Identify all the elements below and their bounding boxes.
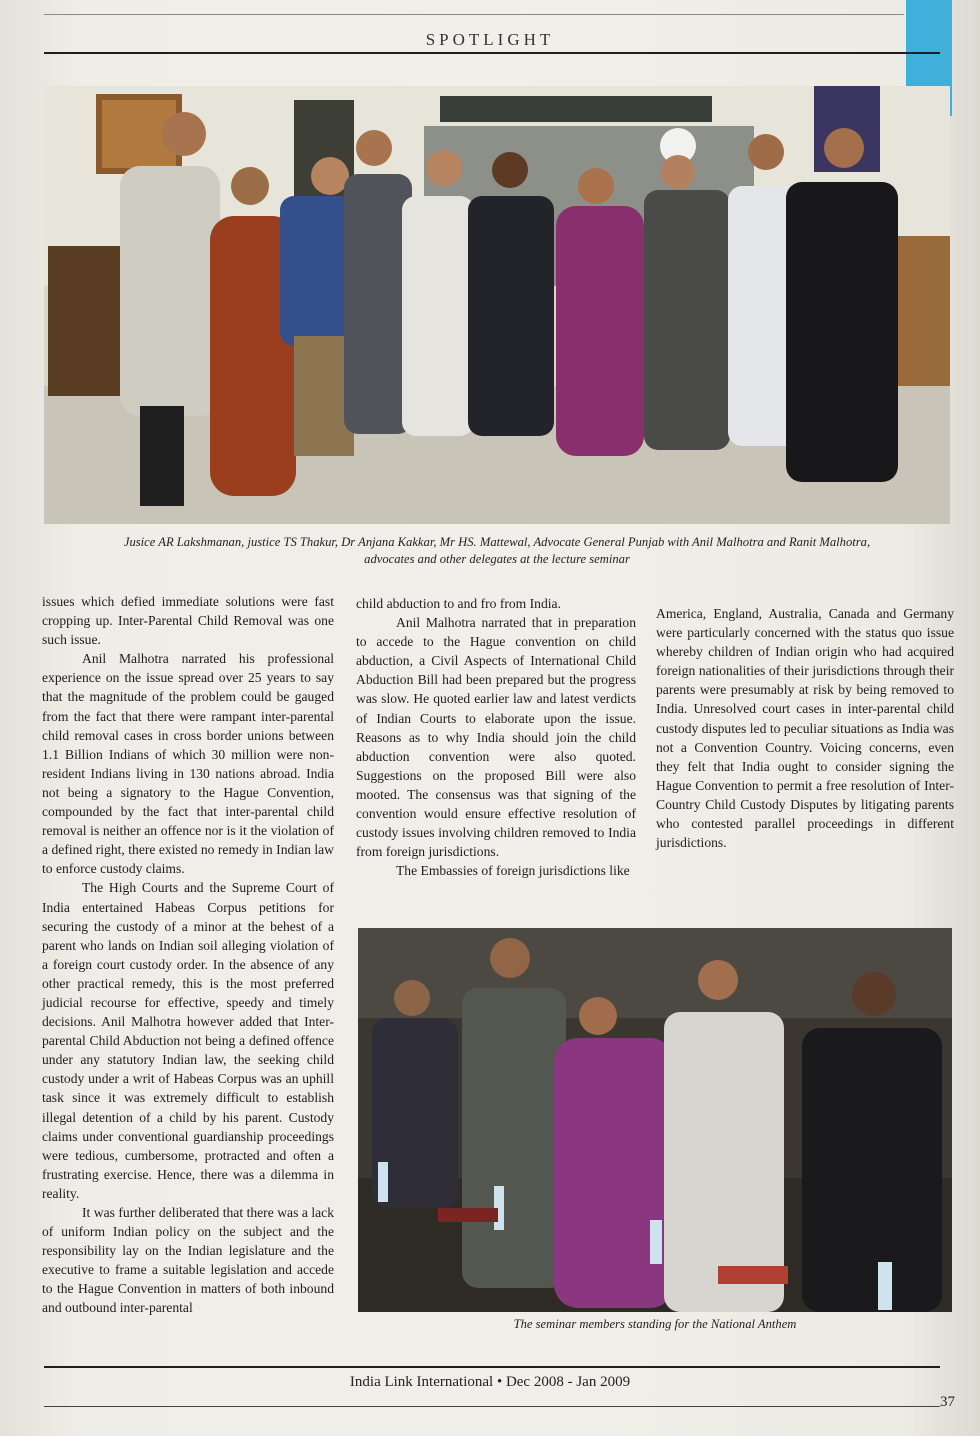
paragraph: Anil Malhotra narrated his professional experience on the issue spread over 25 years to say that the magnitude of the problem could be gauged from the fact that there were rampant inter-parental child removal cases in cross border unions between 1.1 Billion Indians of which 30 million were non-resident Indians living in 130 nations abroad. India not being a signatory to the Hague Convention, compounded by the fact that inter-parental child removal is neither an offence nor is it the violation of a defined right, there existed no remedy in Indian law to enforce custody claims. xyxy=(42,651,334,877)
article-column-3 xyxy=(656,604,954,852)
footer-rule xyxy=(44,1366,940,1368)
header-rule xyxy=(44,52,940,54)
header-faint-rule xyxy=(44,14,904,15)
footer-rule-lower xyxy=(44,1406,940,1407)
section-title: SPOTLIGHT xyxy=(425,30,555,49)
article-column-2 xyxy=(356,594,636,880)
paragraph: The Embassies of foreign jurisdictions like xyxy=(396,863,630,879)
group-photo-caption xyxy=(44,534,950,568)
publication-footer: India Link International • Dec 2008 - Jan 2009 xyxy=(349,1374,631,1390)
group-photo-caption-line1: Jusice AR Lakshmanan, justice TS Thakur, Dr Anjana Kakkar, Mr HS. Mattewal, Advocate General Punjab with Anil Malhotra and Ranit Malhotra, xyxy=(123,535,871,549)
page-number: 37 xyxy=(940,1394,955,1410)
anthem-photo xyxy=(358,928,952,1312)
paragraph: America, England, Australia, Canada and Germany were particularly concerned with the status quo issue whereby children of Indian origin who had acquired foreign nationalities of their jurisdictions through their parents were presumably at risk by being removed to India. Unresolved court cases in inter-parental child custody disputes led to peculiar situations as India was not a Convention Country. Voicing concerns, even they felt that India ought to consider signing the Hague Convention to permit a free resolution of Inter-Country Child Custody Disputes by litigating parents who contested parallel proceedings in different jurisdictions. xyxy=(656,606,954,851)
paragraph: It was further deliberated that there was a lack of uniform Indian policy on the subject and the responsibility lay on the Indian legislature and the executive to frame a suitable legislation and accede to the Hague Convention in matters of both inbound and outbound inter-parental xyxy=(42,1205,334,1316)
paragraph: child abduction to and fro from India. xyxy=(356,596,561,611)
paragraph: issues which defied immediate solutions were fast cropping up. Inter-Parental Child Removal was one such issue. xyxy=(42,594,334,648)
anthem-photo-caption: The seminar members standing for the National Anthem xyxy=(513,1317,797,1331)
paragraph: Anil Malhotra narrated that in preparation to accede to the Hague convention on child abduction, a Civil Aspects of International Child Abduction Bill had been prepared but the progress was slow. He quoted earlier law and latest verdicts of Indian Courts to elaborate upon the issue. Reasons as to why India should join the child abduction convention were also quoted. Suggestions on the proposed Bill were also mooted. The consensus was that signing of the convention would ensure effective resolution of custody issues involving children removed to India from foreign jurisdictions. xyxy=(356,615,636,860)
group-photo-caption-line2: advocates and other delegates at the lecture seminar xyxy=(364,552,630,566)
article-column-1 xyxy=(42,592,334,1318)
group-photo xyxy=(44,86,950,524)
paragraph: The High Courts and the Supreme Court of India entertained Habeas Corpus petitions for securing the custody of a minor at the behest of a parent who lands on Indian soil alleging violation of a foreign court custody order. In the absence of any other practical remedy, this is the most preferred judicial recourse for effective, speedy and timely decisions. Anil Malhotra however added that Inter-parental Child Abduction not being a defined offence under any statutory Indian law, the seeking child custody under a writ of Habeas Corpus was an uphill task since it was extremely difficult to establish illegal detention of a child by his parent. Custody claims under conventional guardianship proceedings were tedious, cumbersome, protracted and often a frustrating exercise. Hence, there was a dilemma in reality. xyxy=(42,880,334,1201)
